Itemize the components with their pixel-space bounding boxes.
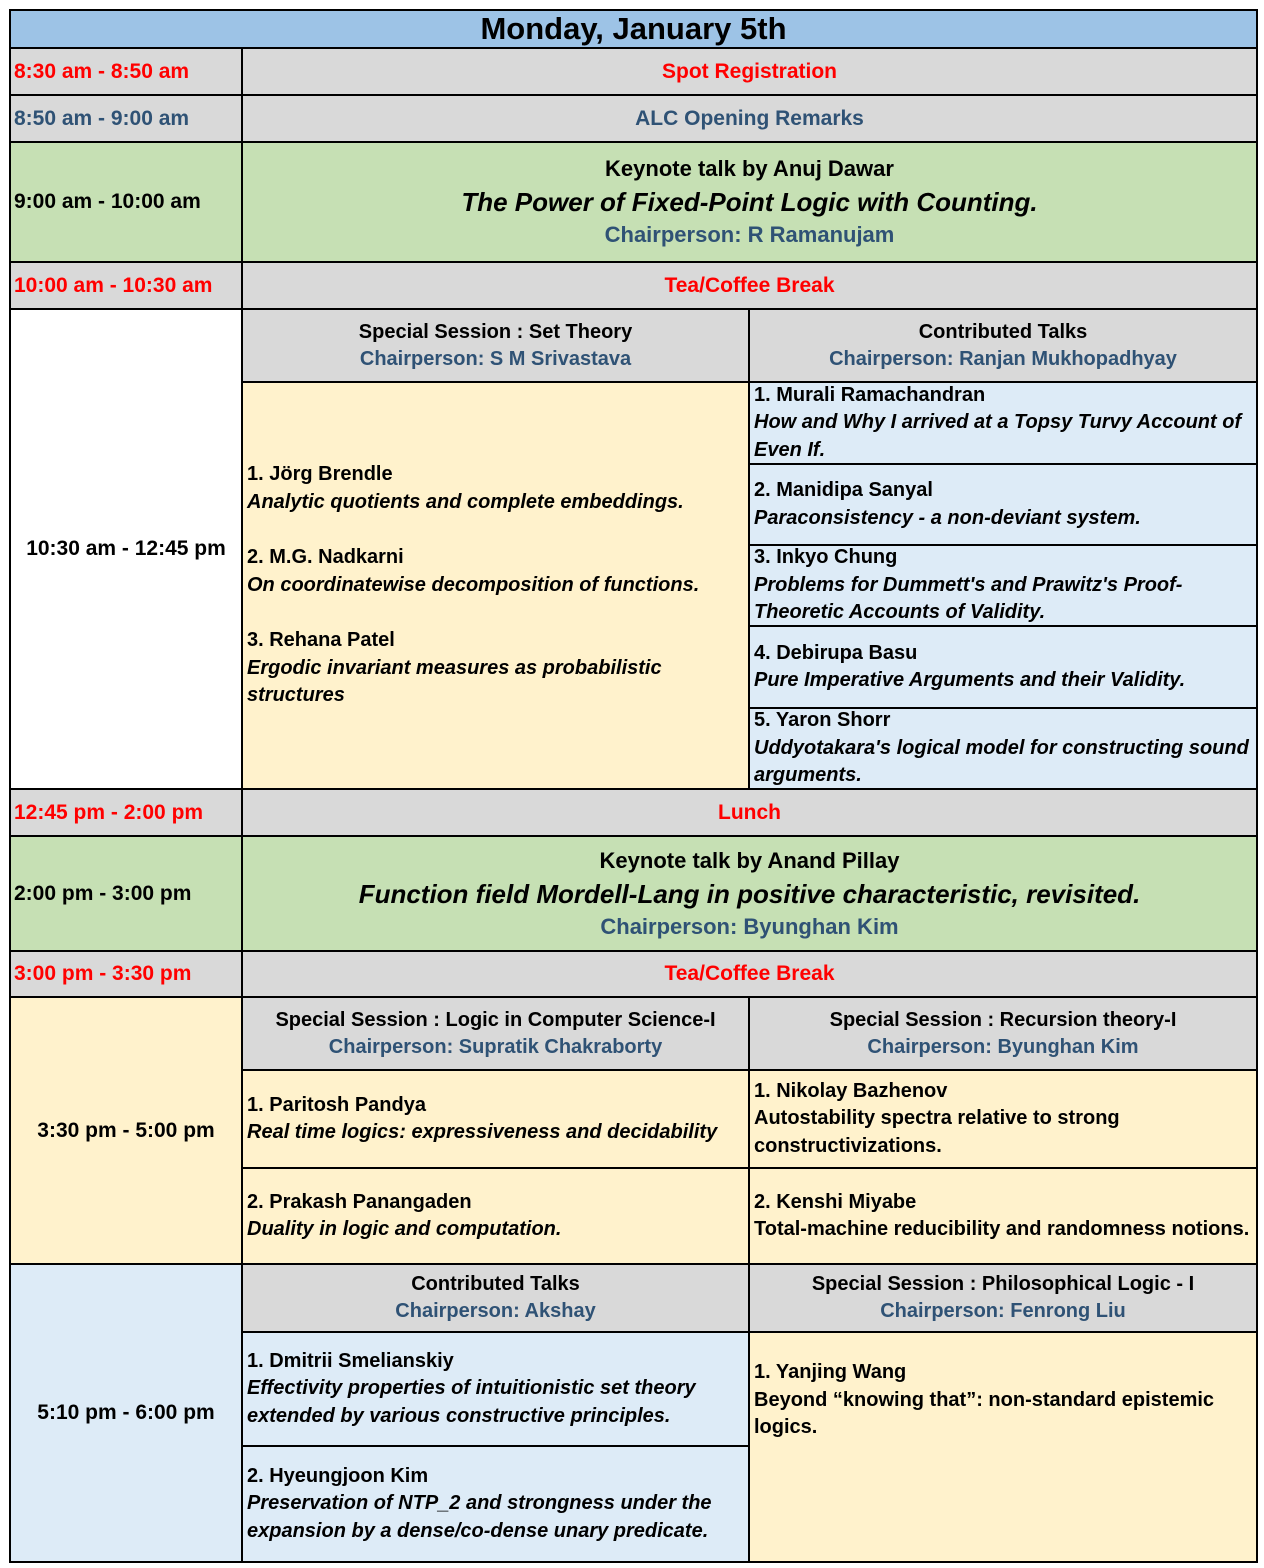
session-header [241, 996, 750, 1071]
talk-cell [241, 1331, 750, 1447]
time-slot: 3:30 pm - 5:00 pm [9, 996, 243, 1265]
day-title: Monday, January 5th [9, 9, 1258, 49]
talk-title: Autostability spectra relative to strong constructivizations. [754, 1107, 1120, 1157]
time-slot: 10:00 am - 10:30 am [9, 261, 243, 310]
talk-title: Duality in logic and computation. [247, 1218, 562, 1240]
coffee-break: Tea/Coffee Break [241, 261, 1258, 310]
session-chair: Chairperson: Ranjan Mukhopadhyay [829, 347, 1177, 370]
talk-title: Ergodic invariant measures as probabilistic structures [247, 656, 662, 707]
keynote-title: The Power of Fixed-Point Logic with Counting. [461, 187, 1038, 217]
talk-cell [241, 1445, 750, 1563]
talk-title: Pure Imperative Arguments and their Validity. [754, 669, 1186, 691]
time-slot: 10:30 am - 12:45 pm [9, 308, 243, 790]
talk-cell [748, 463, 1258, 546]
spot-registration: Spot Registration [241, 47, 1258, 96]
talk-title: Analytic quotients and complete embeddings. [247, 490, 684, 513]
session-header [748, 996, 1258, 1071]
time-slot: 2:00 pm - 3:00 pm [9, 835, 243, 952]
talk-cell [748, 625, 1258, 709]
talk-title: Uddyotakara's logical model for constructing sound arguments. [754, 736, 1249, 787]
talk-cell [748, 544, 1258, 627]
talk-speaker: 5. Yaron Shorr [754, 709, 891, 732]
talk-speaker: 1. Paritosh Pandya [247, 1093, 426, 1116]
talk-cell [748, 1331, 1258, 1563]
time-slot: 9:00 am - 10:00 am [9, 141, 243, 263]
lunch: Lunch [241, 788, 1258, 837]
session-header [241, 308, 750, 383]
session-title: Special Session : Set Theory [358, 320, 633, 343]
session-header [748, 308, 1258, 383]
talk-speaker: 2. Hyeungjoon Kim [247, 1464, 429, 1487]
time-slot: 8:30 am - 8:50 am [9, 47, 243, 96]
talk-title: Preservation of NTP_2 and strongness under the expansion by a dense/co-dense unary predicate. [247, 1492, 712, 1542]
talk-title: Problems for Dummett's and Prawitz's Proof-Theoretic Accounts of Validity. [754, 573, 1183, 624]
talk-speaker: 2. Manidipa Sanyal [754, 479, 933, 501]
session-header [241, 1263, 750, 1333]
session-title: Special Session : Recursion theory-I [829, 1008, 1177, 1031]
session-chair: Chairperson: Akshay [395, 1300, 596, 1322]
session-title: Contributed Talks [411, 1273, 580, 1295]
session-chair: Chairperson: S M Srivastava [359, 347, 632, 370]
time-slot: 5:10 pm - 6:00 pm [9, 1263, 243, 1563]
talk-speaker: 3. Rehana Patel [247, 629, 395, 652]
session-chair: Chairperson: Supratik Chakraborty [328, 1035, 663, 1058]
time-slot: 3:00 pm - 3:30 pm [9, 950, 243, 998]
talk-speaker: 1. Jörg Brendle [247, 463, 393, 486]
set-theory-talks [241, 381, 750, 790]
talk-cell [241, 1167, 750, 1265]
talk-cell [748, 1167, 1258, 1265]
talk-speaker: 1. Murali Ramachandran [754, 383, 986, 406]
talk-speaker: 2. Kenshi Miyabe [754, 1190, 917, 1213]
session-title: Contributed Talks [918, 320, 1088, 343]
session-header [748, 1263, 1258, 1333]
talk-title: Paraconsistency - a non-deviant system. [754, 506, 1141, 529]
talk-title: Real time logics: expressiveness and decidability [247, 1121, 718, 1143]
talk-speaker: 1. Dmitrii Smelianskiy [247, 1349, 454, 1372]
keynote-chair: Chairperson: R Ramanujam [604, 222, 895, 247]
keynote-title: Function field Mordell-Lang in positive characteristic, revisited. [358, 878, 1141, 909]
talk-speaker: 3. Inkyo Chung [754, 546, 898, 569]
talk-speaker: 2. M.G. Nadkarni [247, 546, 404, 569]
talk-speaker: 2. Prakash Panangaden [247, 1190, 472, 1213]
session-chair: Chairperson: Fenrong Liu [880, 1300, 1126, 1322]
coffee-break: Tea/Coffee Break [241, 950, 1258, 998]
keynote-label: Keynote talk by Anand Pillay [599, 847, 900, 873]
talk-title: Total-machine reducibility and randomness notions. [754, 1218, 1250, 1240]
talk-cell [748, 707, 1258, 790]
keynote-chair: Chairperson: Byunghan Kim [600, 913, 899, 939]
talk-title: Beyond “knowing that”: non-standard epistemic logics. [754, 1388, 1215, 1438]
session-title: Special Session : Logic in Computer Science-I [275, 1008, 716, 1031]
talk-speaker: 4. Debirupa Basu [754, 641, 918, 664]
session-chair: Chairperson: Byunghan Kim [867, 1035, 1139, 1058]
talk-speaker: 1. Yanjing Wang [754, 1361, 907, 1383]
talk-cell [748, 1069, 1258, 1169]
talk-cell [241, 1069, 750, 1169]
talk-title: Effectivity properties of intuitionistic set theory extended by various constructive principles. [247, 1377, 696, 1427]
talk-title: On coordinatewise decomposition of functions. [247, 573, 700, 596]
session-title: Special Session : Philosophical Logic - I [811, 1273, 1195, 1295]
keynote-label: Keynote talk by Anuj Dawar [605, 156, 894, 181]
time-slot: 8:50 am - 9:00 am [9, 94, 243, 143]
keynote-pillay [241, 835, 1258, 952]
talk-title: How and Why I arrived at a Topsy Turvy Account of Even If. [754, 411, 1242, 461]
opening-remarks: ALC Opening Remarks [241, 94, 1258, 143]
time-slot: 12:45 pm - 2:00 pm [9, 788, 243, 837]
talk-speaker: 1. Nikolay Bazhenov [754, 1079, 948, 1102]
talk-cell [748, 381, 1258, 465]
keynote-dawar [241, 141, 1258, 263]
